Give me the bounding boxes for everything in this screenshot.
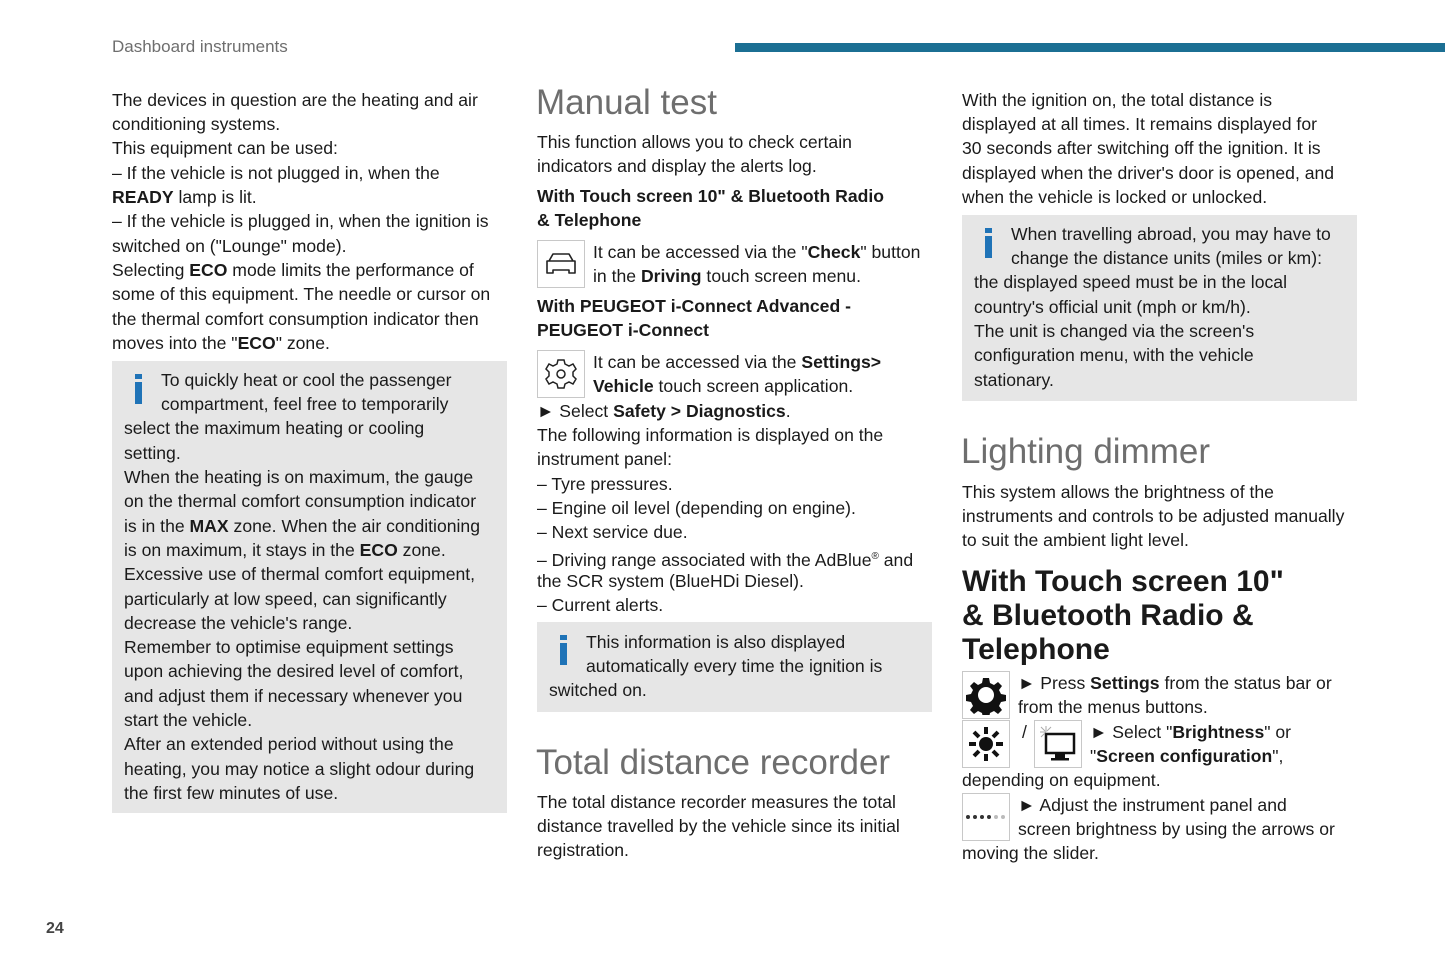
note-text-line: configuration menu, with the vehicle bbox=[974, 345, 1254, 366]
paragraph-line: The following information is displayed on the bbox=[537, 425, 884, 446]
note-text-line: The unit is changed via the screen's bbox=[974, 321, 1255, 342]
step-text-line: ► Select "Brightness" or bbox=[1090, 721, 1292, 742]
note-text-line: When the heating is on maximum, the gauge bbox=[124, 467, 474, 488]
note-text-line: heating, you may notice a slight odour during bbox=[124, 758, 475, 779]
paragraph-line: The devices in question are the heating and air bbox=[112, 89, 478, 110]
note-text-line: This information is also displayed bbox=[586, 631, 846, 652]
note-text-line: and adjust them if necessary whenever you bbox=[124, 685, 463, 706]
step-text-line: from the menus buttons. bbox=[1018, 697, 1208, 718]
step-text-line: screen brightness by using the arrows or bbox=[1018, 819, 1335, 840]
big-subheading-line: With Touch screen 10" bbox=[962, 565, 1284, 598]
note-text-line: particularly at low speed, can significantly bbox=[124, 588, 447, 609]
paragraph-line: – Tyre pressures. bbox=[537, 473, 673, 494]
section-header: Dashboard instruments bbox=[112, 37, 288, 56]
note-text-line: country's official unit (mph or km/h). bbox=[974, 296, 1251, 317]
paragraph-line: This function allows you to check certain bbox=[537, 131, 852, 152]
note-text-line: decrease the vehicle's range. bbox=[124, 612, 353, 633]
icon-item-text-line: It can be accessed via the Settings> bbox=[593, 351, 882, 372]
step-text-line: depending on equipment. bbox=[962, 769, 1161, 790]
note-text-line: When travelling abroad, you may have to bbox=[1011, 223, 1331, 244]
paragraph-line: ► Select Safety > Diagnostics. bbox=[537, 400, 791, 421]
car-check-icon bbox=[537, 240, 585, 288]
note-text-line: start the vehicle. bbox=[124, 710, 253, 731]
paragraph-line: the SCR system (BlueHDi Diesel). bbox=[537, 570, 804, 591]
note-text-line: is in the MAX zone. When the air conditioning bbox=[124, 515, 480, 536]
paragraph-line: READY lamp is lit. bbox=[112, 187, 257, 208]
icon-item-text-line: It can be accessed via the "Check" button bbox=[593, 241, 921, 262]
brightness-slider-icon bbox=[962, 793, 1010, 841]
note-text-line: the first few minutes of use. bbox=[124, 782, 339, 803]
paragraph-line: instrument panel: bbox=[537, 449, 672, 470]
note-text-line: upon achieving the desired level of comfort, bbox=[124, 661, 464, 682]
note-text-line: To quickly heat or cool the passenger bbox=[161, 369, 452, 390]
paragraph-line: With the ignition on, the total distance is bbox=[962, 89, 1273, 110]
paragraph-line: This equipment can be used: bbox=[112, 138, 338, 159]
paragraph-line: 30 seconds after switching off the ignition. It is bbox=[962, 138, 1321, 159]
paragraph-line: Selecting ECO mode limits the performance of bbox=[112, 259, 474, 280]
subheading-line: PEUGEOT i-Connect bbox=[537, 320, 710, 341]
title-lighting-dimmer: Lighting dimmer bbox=[961, 432, 1210, 471]
paragraph-line: when the vehicle is locked or unlocked. bbox=[962, 187, 1268, 208]
step-text-line: ► Adjust the instrument panel and bbox=[1018, 794, 1287, 815]
page-number: 24 bbox=[46, 920, 64, 937]
note-text-line: the displayed speed must be in the local bbox=[974, 272, 1287, 293]
paragraph-line: switched on ("Lounge" mode). bbox=[112, 235, 347, 256]
paragraph-line: – Engine oil level (depending on engine). bbox=[537, 498, 856, 519]
settings-gear-outline-icon bbox=[537, 350, 585, 398]
big-subheading-line: Telephone bbox=[962, 633, 1110, 666]
paragraph-line: displayed when the driver's door is opened, and bbox=[962, 162, 1335, 183]
note-text-line: on the thermal comfort consumption indicator bbox=[124, 491, 477, 512]
brightness-sun-icon bbox=[962, 720, 1010, 768]
paragraph-line: moves into the "ECO" zone. bbox=[112, 332, 330, 353]
note-text-line: change the distance units (miles or km): bbox=[1011, 248, 1322, 269]
screen-configuration-icon bbox=[1034, 720, 1082, 768]
paragraph-line: instruments and controls to be adjusted manually bbox=[962, 506, 1345, 527]
step-text-line: ► Press Settings from the status bar or bbox=[1018, 672, 1332, 693]
note-text-line: Remember to optimise equipment settings bbox=[124, 637, 454, 658]
big-subheading-line: & Bluetooth Radio & bbox=[962, 599, 1254, 632]
note-text-line: compartment, feel free to temporarily bbox=[161, 394, 449, 415]
paragraph-line: – If the vehicle is plugged in, when the ignition is bbox=[112, 211, 489, 232]
paragraph-line: indicators and display the alerts log. bbox=[537, 156, 817, 177]
paragraph-line: registration. bbox=[537, 840, 629, 861]
note-text-line: is on maximum, it stays in the ECO zone. bbox=[124, 539, 446, 560]
paragraph-line: to suit the ambient light level. bbox=[962, 530, 1189, 551]
icon-item-text-line: Vehicle touch screen application. bbox=[593, 376, 854, 397]
paragraph-line: – Next service due. bbox=[537, 522, 688, 543]
separator-slash: / bbox=[1022, 722, 1027, 742]
note-text-line: stationary. bbox=[974, 369, 1054, 390]
note-text-line: Excessive use of thermal comfort equipment, bbox=[124, 564, 476, 585]
note-text-line: After an extended period without using the bbox=[124, 734, 454, 755]
note-text-line: setting. bbox=[124, 442, 181, 463]
subheading-line: With Touch screen 10" & Bluetooth Radio bbox=[537, 185, 885, 206]
note-text-line: automatically every time the ignition is bbox=[586, 656, 883, 677]
note-text-line: select the maximum heating or cooling bbox=[124, 418, 425, 439]
title-manual-test: Manual test bbox=[536, 83, 717, 122]
paragraph-line: The total distance recorder measures the total bbox=[537, 791, 896, 812]
header-accent-bar bbox=[735, 43, 1445, 52]
paragraph-line: – Current alerts. bbox=[537, 595, 664, 616]
step-text-line: "Screen configuration", bbox=[1090, 746, 1284, 767]
paragraph-line: the thermal comfort consumption indicator then bbox=[112, 308, 479, 329]
paragraph-line: – If the vehicle is not plugged in, when the bbox=[112, 162, 440, 183]
icon-item-text-line: in the Driving touch screen menu. bbox=[593, 266, 861, 287]
paragraph-line: distance travelled by the vehicle since its initial bbox=[537, 816, 900, 837]
settings-gear-icon bbox=[962, 671, 1010, 719]
paragraph-line: some of this equipment. The needle or cursor on bbox=[112, 284, 491, 305]
title-total-distance-recorder: Total distance recorder bbox=[536, 743, 891, 782]
step-text-line: moving the slider. bbox=[962, 842, 1099, 863]
paragraph-line: – Driving range associated with the AdBlue® and bbox=[537, 549, 914, 570]
paragraph-line: conditioning systems. bbox=[112, 114, 281, 135]
subheading-line: & Telephone bbox=[537, 210, 642, 231]
paragraph-line: This system allows the brightness of the bbox=[962, 481, 1274, 502]
paragraph-line: displayed at all times. It remains displayed for bbox=[962, 114, 1317, 135]
note-text-line: switched on. bbox=[549, 680, 647, 701]
subheading-line: With PEUGEOT i-Connect Advanced - bbox=[537, 295, 851, 316]
